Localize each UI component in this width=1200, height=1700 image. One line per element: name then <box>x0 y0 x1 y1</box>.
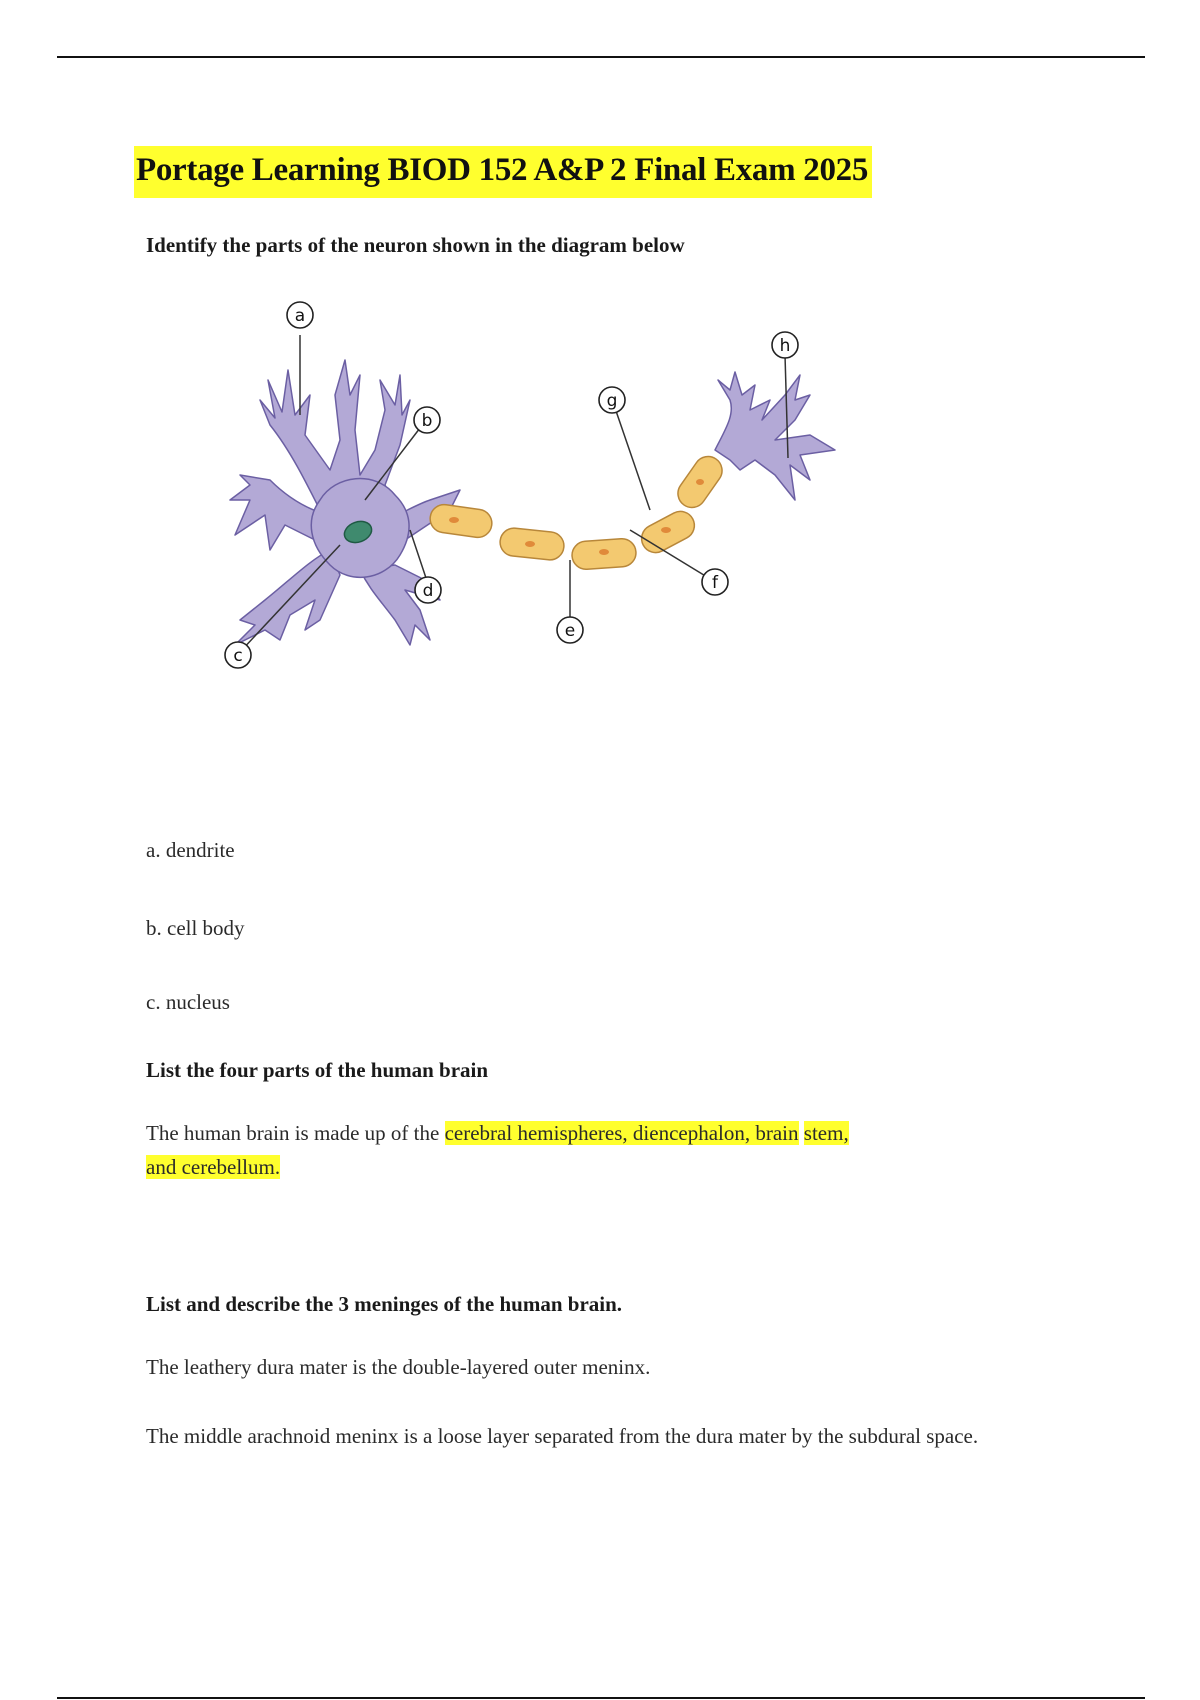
svg-text:c: c <box>233 646 243 666</box>
page-title: Portage Learning BIOD 152 A&P 2 Final Exam 2025 <box>134 146 872 198</box>
callout-d <box>415 577 441 603</box>
svg-text:a: a <box>294 306 306 326</box>
question-2-answer-line-1 <box>146 1116 849 1150</box>
callout-g <box>599 387 625 413</box>
answer-highlight-2: stem, <box>803 1121 849 1145</box>
answer-c: c. nucleus <box>146 990 230 1014</box>
neuron-diagram <box>210 300 910 760</box>
svg-text:g: g <box>606 391 618 411</box>
question-1-prompt: Identify the parts of the neuron shown in the diagram below <box>146 233 685 257</box>
answer-a: a. dendrite <box>146 838 235 862</box>
answer-b: b. cell body <box>146 916 245 940</box>
question-2-prompt: List the four parts of the human brain <box>146 1058 489 1082</box>
svg-text:f: f <box>712 573 718 593</box>
answer-plain-text: The human brain is made up of the <box>146 1121 445 1145</box>
callout-a <box>287 302 313 328</box>
top-rule <box>57 56 1145 58</box>
callout-h <box>772 332 798 358</box>
svg-text:e: e <box>564 621 576 641</box>
callout-c <box>225 642 251 668</box>
myelin-sheath <box>428 451 727 570</box>
answer-highlight-3: and cerebellum. <box>146 1155 281 1179</box>
axon-terminals <box>715 372 835 500</box>
bottom-rule <box>57 1697 1145 1699</box>
question-3-answer-2: The middle arachnoid meninx is a loose layer separated from the dura mater by the subdural space. <box>146 1424 979 1448</box>
svg-text:h: h <box>779 336 791 356</box>
question-3-prompt: List and describe the 3 meninges of the human brain. <box>146 1292 623 1316</box>
callout-b <box>414 407 440 433</box>
callout-e <box>557 617 583 643</box>
callout-f <box>702 569 728 595</box>
svg-text:b: b <box>421 411 433 431</box>
question-2-answer-line-2 <box>146 1150 280 1184</box>
svg-text:d: d <box>422 581 434 601</box>
answer-highlight-1: cerebral hemispheres, diencephalon, brain <box>444 1121 799 1145</box>
question-3-answer-1: The leathery dura mater is the double-layered outer meninx. <box>146 1355 651 1379</box>
